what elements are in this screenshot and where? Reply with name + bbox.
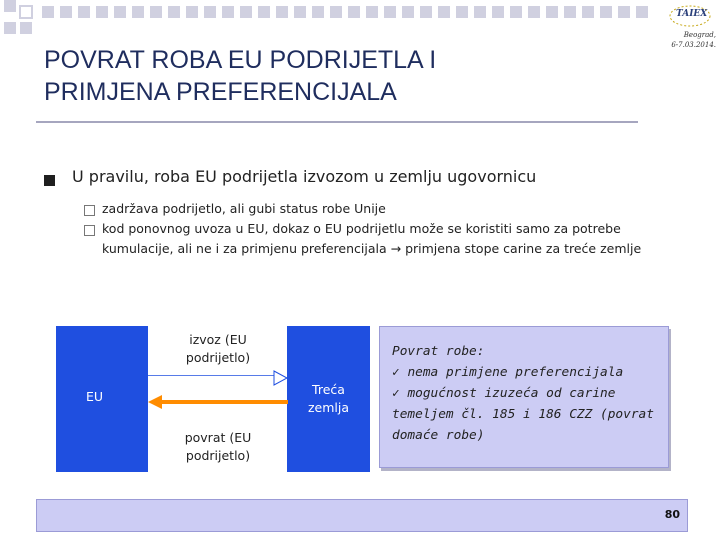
checkbox-bullet-icon <box>84 205 95 216</box>
decorative-grid <box>0 0 720 40</box>
logo-text: TAIEX <box>676 9 708 19</box>
return-item-2 <box>392 383 667 446</box>
return-item-2-text: mogućnost izuzeća od carine temeljem čl. 185 i 186 CZZ (povrat domaće robe) <box>392 386 654 443</box>
title-divider <box>36 121 638 123</box>
return-heading: Povrat robe: <box>392 344 485 359</box>
return-goods-text <box>392 341 667 446</box>
page-number: 80 <box>664 508 680 521</box>
return-item-1 <box>392 362 667 383</box>
eu-label: EU <box>86 389 104 404</box>
main-bullet-text: U pravilu, roba EU podrijetla izvozom u zemlju ugovornicu <box>72 167 537 186</box>
return-arrowhead-icon <box>148 395 162 409</box>
flow-arrows <box>146 366 290 412</box>
slide-title: POVRAT ROBA EU PODRIJETLA I PRIMJENA PREFERENCIJALA <box>44 46 437 106</box>
place-date: Beograd, 6-7.03.2014. <box>671 31 716 49</box>
sub-bullet-2: kod ponovnog uvoza u EU, dokaz o EU podrijetlu može se koristiti samo za potrebe kumulacije, ali ne i za primjenu preferencijala → primjena stope carine za treće zemlje <box>102 221 642 256</box>
export-label: izvoz (EU podrijetlo) <box>185 332 251 365</box>
square-bullet-icon <box>44 175 55 186</box>
export-arrowhead-icon <box>274 371 287 385</box>
checkbox-bullet-icon <box>84 225 95 236</box>
check-icon: ✓ <box>392 386 400 401</box>
return-item-1-text: nema primjene preferencijala <box>407 365 624 380</box>
sub-bullet-1: zadržava podrijetlo, ali gubi status robe Unije <box>102 201 386 216</box>
third-country-label: Treća zemlja <box>307 382 350 415</box>
footer-bar <box>36 499 688 532</box>
return-label: povrat (EU podrijetlo) <box>184 430 252 463</box>
check-icon: ✓ <box>392 365 400 380</box>
